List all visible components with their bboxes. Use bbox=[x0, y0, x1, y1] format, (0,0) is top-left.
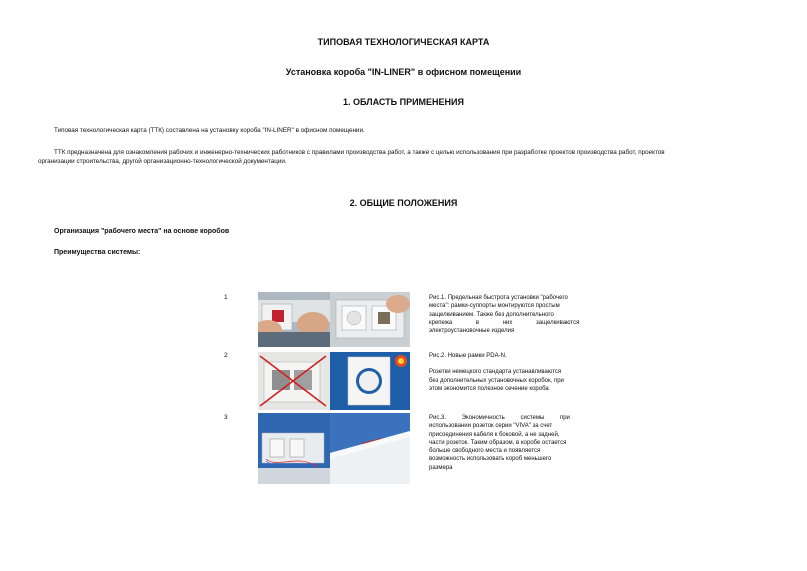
figure-2-caption-line: Розетки немецкого стандарта устанавливаются bbox=[429, 369, 562, 376]
figure-2-caption-line: Рис.2. Новые рамки PDA-N. bbox=[429, 353, 507, 359]
figure-2-caption-line: без дополнительных установочных коробок, при bbox=[429, 377, 564, 384]
figure-3-number: 3 bbox=[224, 414, 228, 421]
figure-3-photo bbox=[258, 413, 410, 484]
figure-2-caption bbox=[429, 352, 585, 393]
figure-3-caption-line: присоединения кабеля к боковой, а не задней, bbox=[429, 431, 560, 438]
figure-1-caption-line: крепежа в них защелкиваются bbox=[429, 319, 580, 326]
organization-label: Организация "рабочего места" на основе коробов bbox=[54, 228, 230, 235]
figure-3-caption-line: использовании розеток серии "VIVA" за счет bbox=[429, 423, 553, 430]
figure-3-caption-line: возможность использовать короб меньшего bbox=[429, 456, 552, 463]
figure-2-caption-line bbox=[429, 360, 585, 368]
figure-3-caption bbox=[429, 414, 585, 472]
advantages-label: Преимущества системы: bbox=[54, 249, 141, 256]
section-1-paragraph-2-line-1: ТТК предназначена для ознакомления рабочих и инженерно-технических работников с правилами производства работ, а также с целью использования при разработке проектов производства работ, проектов bbox=[54, 149, 665, 156]
figure-3-caption-line: размера bbox=[429, 464, 453, 471]
figure-1-number: 1 bbox=[224, 294, 228, 301]
figure-1-photo bbox=[258, 292, 410, 347]
section-1-paragraph-2-line-2: организации строительства, другой организационно-технологической документации. bbox=[38, 158, 287, 165]
figure-2-caption-line: этом экономится полезное сечение короба bbox=[429, 385, 549, 392]
figure-2-photo bbox=[258, 352, 410, 410]
figure-1-caption bbox=[429, 294, 585, 335]
figure-3-caption-line: части розеток. Таким образом, в коробе остается bbox=[429, 439, 567, 446]
figure-3-caption-line: Рис.3. Экономичность системы при bbox=[429, 415, 570, 421]
figure-1-caption-line: электроустановочные изделия bbox=[429, 328, 515, 335]
document-title: ТИПОВАЯ ТЕХНОЛОГИЧЕСКАЯ КАРТА bbox=[317, 37, 490, 47]
figure-1-caption-line: защелкиванием. Также без дополнительного bbox=[429, 311, 554, 318]
document-subtitle: Установка короба "IN-LINER" в офисном помещении bbox=[285, 67, 522, 77]
section-2-heading: 2. ОБЩИЕ ПОЛОЖЕНИЯ bbox=[349, 198, 458, 208]
figure-1-caption-line: места": рамки-суппорты монтируются простым bbox=[429, 303, 560, 310]
section-1-heading: 1. ОБЛАСТЬ ПРИМЕНЕНИЯ bbox=[343, 97, 464, 107]
figure-1-caption-line: Рис.1. Предельная быстрота установки "рабочего bbox=[429, 295, 568, 301]
figure-3-caption-line: больше свободного места и появляется bbox=[429, 448, 541, 455]
figure-2-number: 2 bbox=[224, 352, 228, 359]
section-1-paragraph-1: Типовая технологическая карта (ТТК) составлена на установку короба "IN-LINER" в офисном помещении. bbox=[54, 127, 365, 134]
